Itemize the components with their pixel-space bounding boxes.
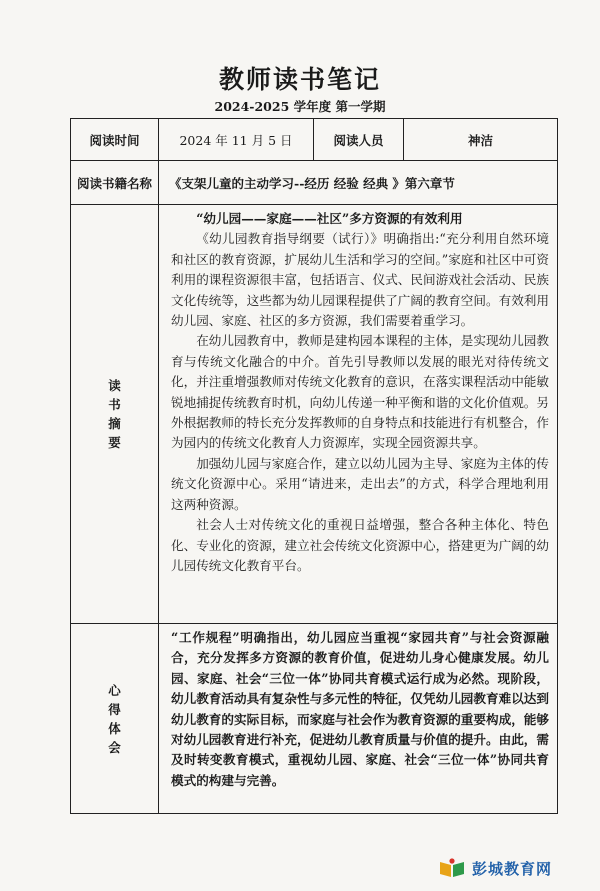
reflection-label-char: 得 [108, 701, 121, 717]
table-row-summary [71, 205, 558, 624]
reflection-label-char: 体 [108, 720, 121, 736]
reading-time-label: 阅读时间 [71, 119, 159, 161]
summary-label-char: 读 [108, 378, 121, 393]
reading-time-value: 2024 年 11 月 5 日 [159, 119, 314, 161]
table-row-book [71, 161, 558, 205]
book-name-label: 阅读书籍名称 [71, 161, 159, 205]
table-row-reflection [71, 624, 558, 814]
summary-label-char: 要 [108, 435, 121, 450]
reflection-label [71, 624, 159, 814]
reader-value: 神洁 [404, 119, 558, 161]
summary-content [159, 205, 558, 624]
summary-heading: “幼儿园——家庭——社区”多方资源的有效利用 [196, 211, 463, 226]
summary-label-char: 书 [108, 397, 121, 412]
reflection-paragraph: “工作规程”明确指出，幼儿园应当重视“家园共育”与社会资源融合，充分发挥多方资源的教育价值，促进幼儿身心健康发展。幼儿园、家庭、社会“三位一体”协同共育模式运行成为必然。现阶段，幼儿教育活动具有复杂性与多元性的特征，仅凭幼儿园教育难以达到幼儿教育的实际目标，而家庭与社会作为教育资源的重要构成，能够对幼儿园教育进行补充，促进幼儿教育质量与价值的提升。由此，需及时转变教育模式，重视幼儿园、家庭、社会“三位一体”协同共育模式的构建与完善。 [171, 630, 549, 788]
summary-paragraph: 在幼儿园教育中，教师是建构园本课程的主体，是实现幼儿园教育与传统文化融合的中介。首先引导教师以发展的眼光对待传统文化，并注重增强教师对传统文化教育的意识，在落实课程活动中能敏锐地捕捉传统教育时机，向幼儿传递一种平衡和谐的文化价值观。另外根据教师的特长充分发挥教师的自身特点和技能进行有机整合，作为园内的传统文化教育人力资源库，实现全园资源共享。 [171, 333, 549, 451]
watermark-text: 彭城教育网 [471, 859, 552, 878]
summary-paragraph: 社会人士对传统文化的重视日益增强，整合各种主体化、特色化、专业化的资源，建立社会传统文化资源中心，搭建更为广阔的幼儿园传统文化教育平台。 [171, 517, 549, 573]
reader-label: 阅读人员 [314, 119, 404, 161]
reflection-label-char: 心 [108, 682, 121, 698]
table-row-time [71, 119, 558, 161]
reflection-content [159, 624, 558, 814]
summary-paragraph: 《幼儿园教育指导纲要（试行）》明确指出:“充分利用自然环境和社区的教育资源，扩展幼儿生活和学习的空间。”家庭和社区中可资利用的课程资源很丰富，包括语言、仪式、民间游戏社会活动、民族文化传统等，这些都为幼儿园课程提供了广阔的教育空间。有效利用幼儿园、家庭、社区的多方资源，我们需要着重学习。 [171, 231, 549, 329]
summary-label-char: 摘 [108, 416, 121, 431]
book-logo-icon [438, 857, 466, 879]
reading-notes-table [70, 118, 558, 814]
site-watermark [438, 857, 552, 879]
summary-paragraph: 加强幼儿园与家庭合作，建立以幼儿园为主导、家庭为主体的传统文化资源中心。采用“请进来，走出去”的方式，科学合理地利用这两种资源。 [171, 455, 549, 512]
page-title: 教师读书笔记 [218, 65, 381, 94]
book-name-value: 《支架儿童的主动学习--经历 经验 经典 》第六章节 [159, 161, 558, 205]
reflection-label-char: 会 [108, 739, 121, 755]
page-subtitle: 2024-2025 学年度 第一学期 [214, 99, 386, 114]
summary-label [71, 205, 159, 624]
